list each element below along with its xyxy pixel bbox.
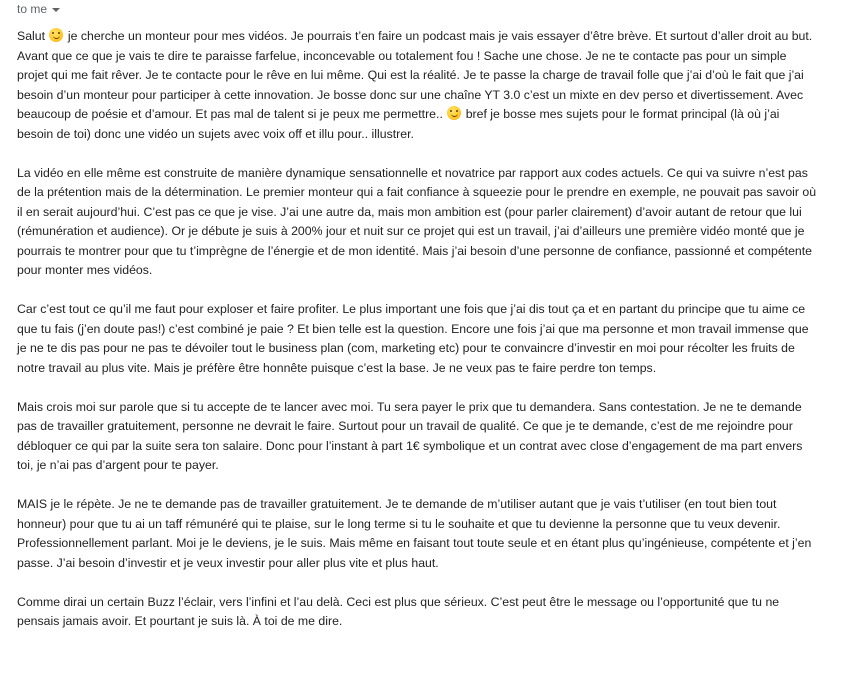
message-line [17,398,862,418]
message-line [17,242,862,262]
message-line [17,339,862,359]
message-line [17,300,862,320]
smiling-face-icon [49,28,63,42]
message-text: (rémunération et audience). Or je débute je suis à 200% jour et nuit sur ce projet qui est un travail, j’ai d’ailleurs une première vidéo monté que je [17,224,805,238]
message-line [17,437,862,457]
message-paragraph [17,300,862,378]
message-line [17,105,862,125]
message-text: débloquer ce qui par la suite sera ton salaire. Donc pour l’instant à part 1€ symbolique et un contrat avec close d’engagement de ma part envers [17,438,803,453]
message-line [17,320,862,340]
message-line [17,261,862,281]
message-line [17,515,862,535]
message-text: toi, je n’ai pas d’argent pour te payer. [17,458,219,472]
message-line [17,456,862,476]
message-text: il en serait aujourd’hui. C’est pas ce que je vise. J’ai une autre da, mais mon ambition est (pour parler clairement) d’avoir autant de retour que lui [17,204,802,219]
recipient-label: to me [17,2,48,16]
message-text: passe. J’ai besoin d’investir et je veux investir pour aller plus vite et plus haut. [17,555,439,570]
message-text: La vidéo en elle même est construite de manière dynamique sensationnelle et novatrice par rapport aux codes actuels. Ce qui va suivre n’est pas [17,165,808,180]
message-text: de la prétention mais de la détermination. Le premier monteur qui a fait confiance à squeezie pour le prendre en exemple, ne pouvait pas savoir où [17,185,817,199]
message-text: Mais crois moi sur parole que si tu accepte de te lancer avec moi. Tu sera payer le prix que tu demandera. Sans contestation. Je ne te demande [17,399,802,414]
message-text: je ne te dis pas pour ne pas te dévoiler tout le business plan (com, marketing etc) pour te convaincre d’investir en moi pour récolter les fruits de [17,341,795,355]
message-text: honneur) pour que tu ai un taff rémunéré qui te plaise, sur le long terme si tu le souhaite et que tu devienne la personne que tu veux devenir. [17,516,781,531]
message-text: Professionnellement parlant. Moi je le deviens, je le suis. Mais même en faisant tout toute seule et en étant plus qu’ingénieuse, compétente et j’en [17,536,812,550]
message-text: notre travail au plus vite. Mais je préfère être honnête puisque c’est la base. Je ne veux pas te faire perdre ton temps. [17,360,657,375]
message-line [17,534,862,554]
caret-down-icon[interactable] [52,8,60,12]
message-paragraph [17,593,862,632]
message-line [17,27,862,47]
message-text: besoin d’un monteur pour participer à cette innovation. Je bosse donc sur une chaîne YT 3.0 c’est un mixte en dev perso et divertissement. Avec [17,87,804,102]
message-text: beaucoup de poésie et d’amour. Et pas mal de talent si je peux me permettre.. [17,107,447,121]
message-line [17,164,862,184]
message-text: projet qui me fait rêver. Je te contacte pour le rêve en lui même. Qui est la réalité. Je te passe la charge de travail folle que j’ai d’où le fait que j’ai [17,68,804,82]
message-paragraph [17,398,862,476]
message-line [17,417,862,437]
message-text: Avant que ce que je vais te dire te paraisse farfelue, inconcevable ou totalement fou ! Sache une chose. Je ne te contacte pas pour un simple [17,48,787,63]
message-body [17,27,862,651]
message-text: bref je bosse mes sujets pour le format principal (là où j’ai [462,107,780,121]
message-line [17,47,862,67]
message-line [17,495,862,515]
message-text: pas de travailler gratuitement, personne ne devrait le faire. Surtout pour un travail de qualité. Ce que je te demande, c’est de me rejoindre pour [17,419,793,433]
message-text: Car c’est tout ce qu’il me faut pour exploser et faire profiter. Le plus important une fois que j’ai dis tout ça et en partant du principe que tu aime ce [17,302,806,316]
message-line [17,125,862,145]
message-text: que tu fais (j’en doute pas!) c’est combiné je paie ? Et bien telle est la question. Encore une fois j’ai que ma personne et mon travail immense que [17,321,809,336]
message-line [17,593,862,613]
message-text: pourrais te montrer pour que tu t’imprègne de l’énergie et de mon identité. Mais j’ai besoin d’une personne de confiance, passionné et compétente [17,243,813,258]
message-line [17,183,862,203]
message-paragraph [17,27,862,144]
message-line [17,86,862,106]
message-text: besoin de toi) donc une vidéo un sujets avec voix off et illu pour.. illustrer. [17,126,414,141]
message-line [17,359,862,379]
message-paragraph [17,164,862,281]
message-text: je cherche un monteur pour mes vidéos. Je pourrais t’en faire un podcast mais je vais essayer d’être brève. Et surtout d’aller droit au but. [64,29,813,43]
message-text: Comme dirai un certain Buzz l’éclair, vers l’infini et l’au delà. Ceci est plus que sérieux. C’est peut être le message ou l’opportunité que tu ne [17,594,780,609]
recipient-details-toggle[interactable] [17,1,60,17]
message-text: pensais jamais avoir. Et pourtant je suis là. À toi de me dire. [17,614,343,628]
message-line [17,203,862,223]
message-line [17,612,862,632]
message-text: MAIS je le répète. Je ne te demande pas de travailler gratuitement. Je te demande de m’utiliser autant que je vais t’utiliser (en tout bien tout [17,497,777,511]
message-text: Salut [17,29,49,43]
message-line [17,66,862,86]
message-text: pour monter mes vidéos. [17,263,153,277]
smiling-face-icon [447,106,461,120]
message-line [17,222,862,242]
message-line [17,554,862,574]
message-paragraph [17,495,862,573]
